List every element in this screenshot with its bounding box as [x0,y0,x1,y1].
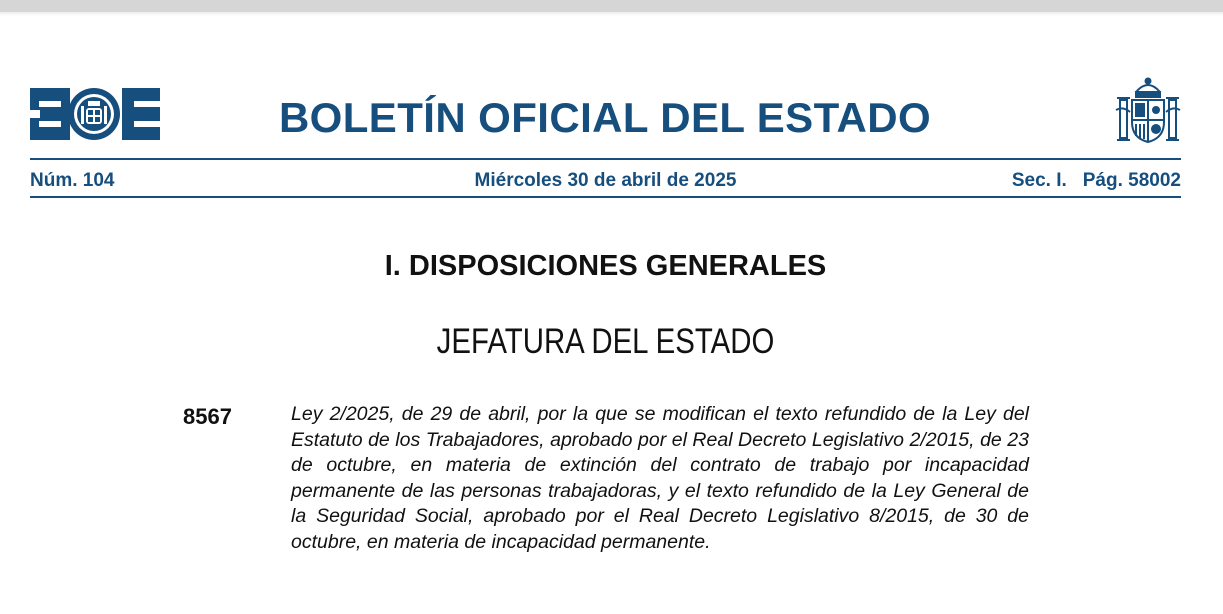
section-label: Sec. I. [1011,170,1067,191]
issue-number: Núm. 104 [30,170,115,191]
issue-date: Miércoles 30 de abril de 2025 [474,170,737,191]
section-title: I. DISPOSICIONES GENERALES [384,250,827,282]
section-page-info [1012,170,1181,192]
top-edge-bar [0,0,1223,12]
bulletin-title: BOLETÍN OFICIAL DEL ESTADO [278,94,932,141]
organism-title: JEFATURA DEL ESTADO [436,322,775,361]
page-number: Pág. 58002 [1082,170,1181,191]
disposition-number: 8567 [183,404,232,429]
header-rule-top [30,158,1181,160]
boe-logo [30,88,160,140]
top-edge-shadow [0,12,1223,16]
header-rule-bottom [30,196,1181,198]
coat-of-arms-icon [1114,76,1182,146]
disposition-summary: Ley 2/2025, de 29 de abril, por la que se modifican el texto refundido de la Ley del Estatuto de los Trabajadores, aprobado por el Real Decreto Legislativo 2/2015, de 23 de octubre, en materia de extinción del contrato de trabajo por incapacidad permanente de las personas trabajadoras, y el texto refundido de la Ley General de la Seguridad Social, aprobado por el Real Decreto Legislativo 8/2015, de 30 de octubre, en materia de incapacidad permanente. [291,403,1029,553]
